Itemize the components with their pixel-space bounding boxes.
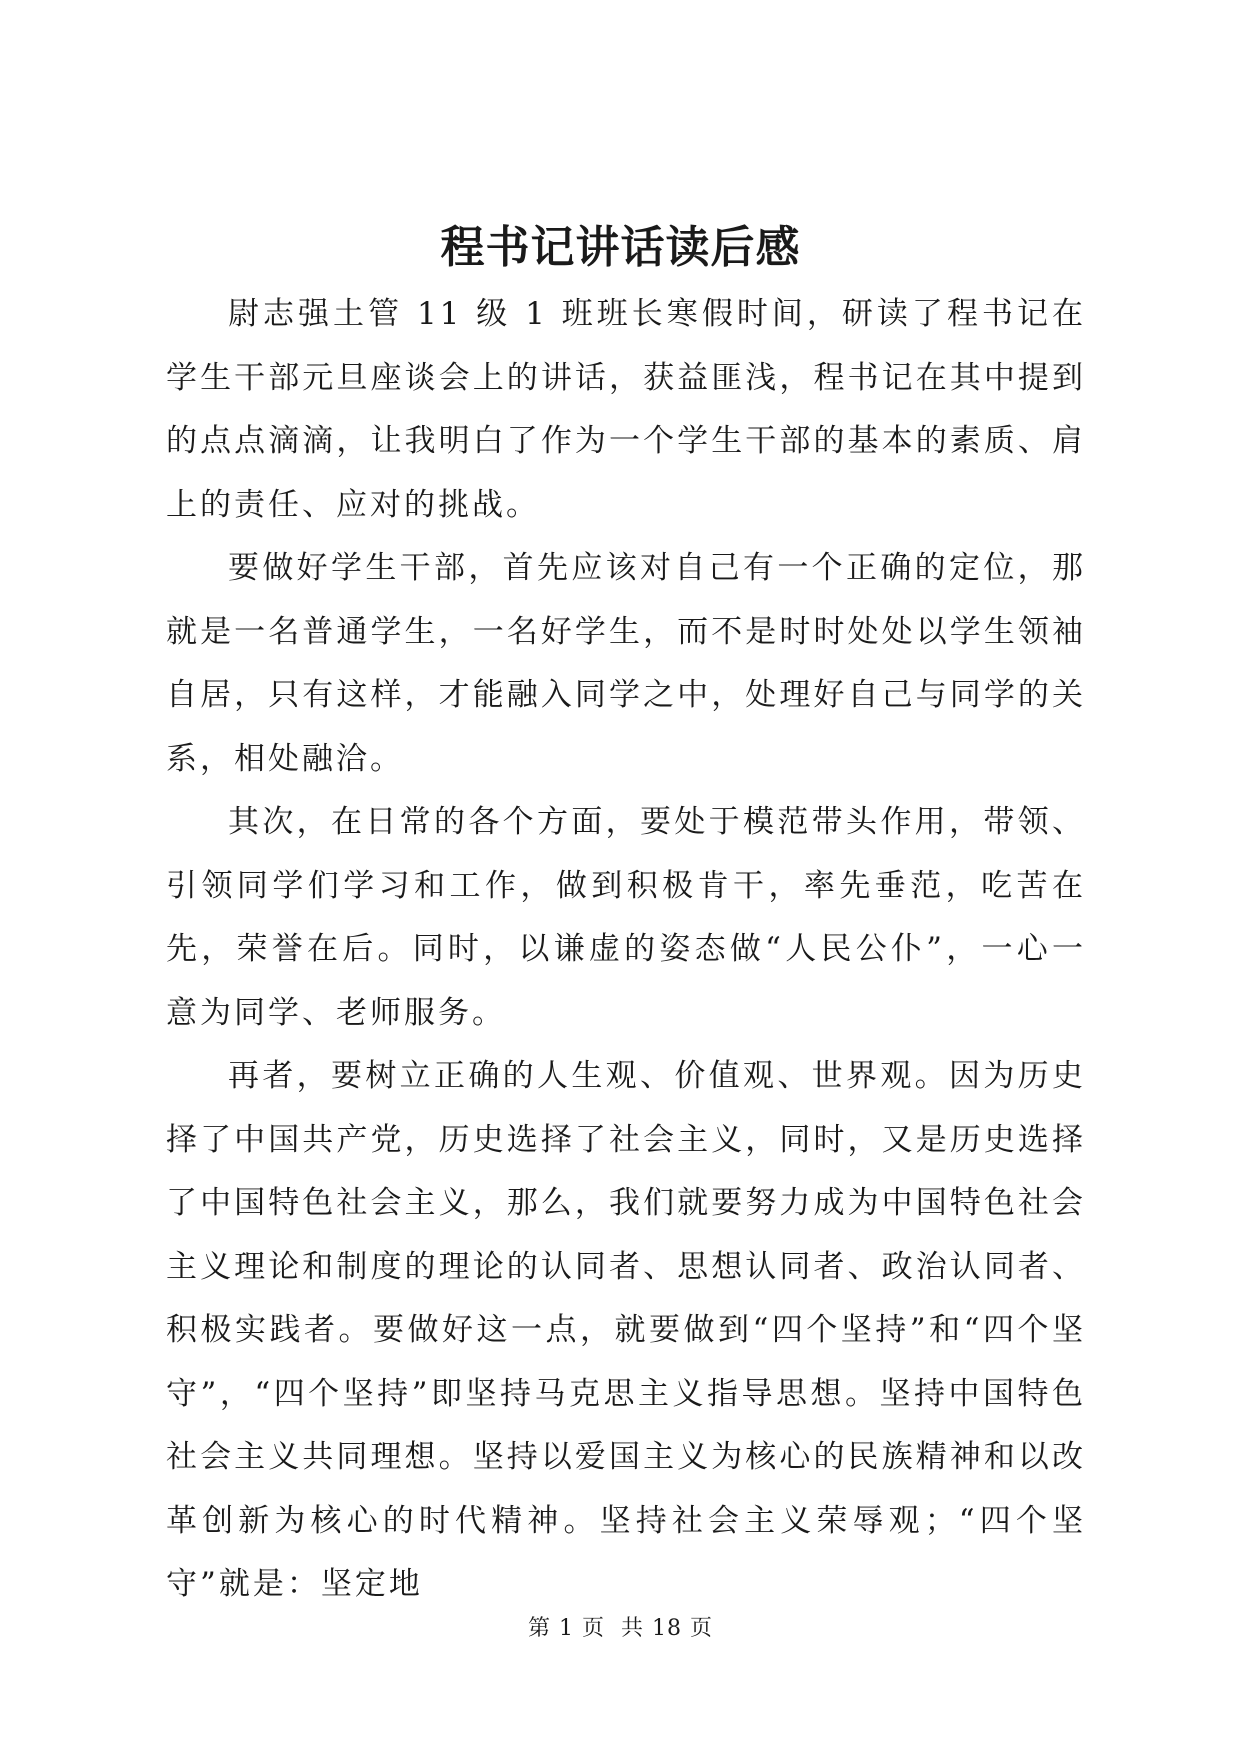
document-title: 程书记讲话读后感	[440, 222, 801, 273]
page-total: 共 18 页	[621, 1616, 713, 1641]
paragraph-1: 尉志强土管 11 级 1 班班长寒假时间，研读了程书记在学生干部元旦座谈会上的讲话，获益匪浅，程书记在其中提到的点点滴滴，让我明白了作为一个学生干部的基本的素质、肩上的责任、应对的挑战。	[166, 296, 1086, 523]
paragraph-4: 再者，要树立正确的人生观、价值观、世界观。因为历史择了中国共产党，历史选择了社会主义，同时，又是历史选择了中国特色社会主义，那么，我们就要努力成为中国特色社会主义理论和制度的理论的认同者、思想认同者、政治认同者、积极实践者。要做好这一点，就要做到“四个坚持”和“四个坚守”，“四个坚持”即坚持马克思主义指导思想。坚持中国特色社会主义共同理想。坚持以爱国主义为核心的民族精神和以改革创新为核心的时代精神。坚持社会主义荣辱观；“四个坚守”就是：坚定地	[166, 1058, 1086, 1602]
document-body	[166, 283, 1086, 1617]
page-number: 第 1 页	[528, 1616, 605, 1641]
paragraph-3: 其次，在日常的各个方面，要处于模范带头作用，带领、引领同学们学习和工作，做到积极肯干，率先垂范，吃苦在先，荣誉在后。同时，以谦虚的姿态做“人民公仆”，一心一意为同学、老师服务。	[166, 804, 1086, 1031]
paragraph-2: 要做好学生干部，首先应该对自己有一个正确的定位，那就是一名普通学生，一名好学生，而不是时时处处以学生领袖自居，只有这样，才能融入同学之中，处理好自己与同学的关系，相处融洽。	[166, 550, 1086, 777]
page-footer	[0, 1614, 1241, 1644]
